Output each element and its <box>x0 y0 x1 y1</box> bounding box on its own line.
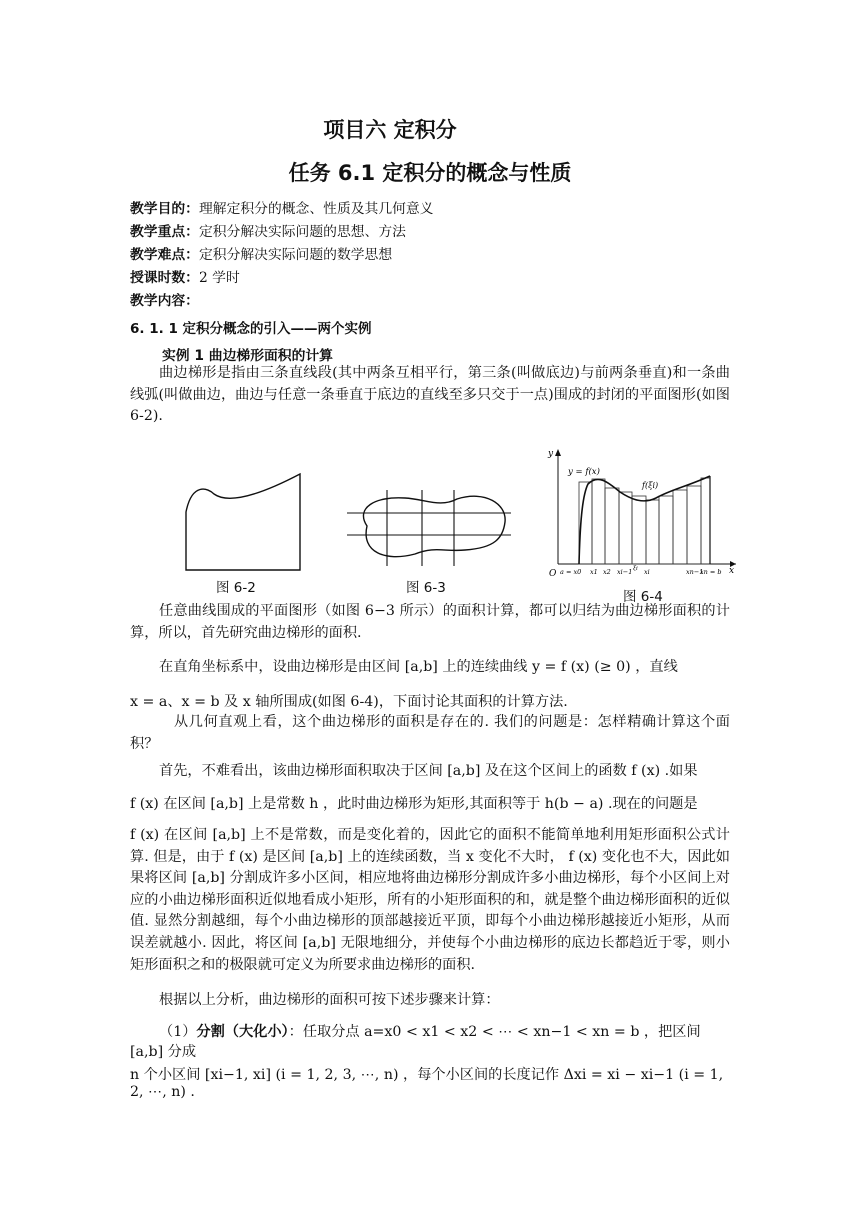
paragraph-analysis-line2: f (x) 在区间 [a,b] 上是常数 h ，此时曲边梯形为矩形,其面积等于 h(b − a) .现在的问题是 <box>130 796 698 812</box>
fig4-x-label-xi2: xi <box>644 568 650 576</box>
section-heading: 6. 1. 1 定积分概念的引入——两个实例 <box>130 321 372 337</box>
meta-goal: 教学目的：理解定积分的概念、性质及其几何意义 <box>130 201 434 217</box>
paragraph-steps-intro: 根据以上分析，曲边梯形的面积可按下述步骤来计算： <box>159 992 500 1008</box>
paragraph-geometric-intuition: 从几何直观上看，这个曲边梯形的面积是存在的. 我们的问题是：怎样精确计算这个面积？ <box>130 714 730 752</box>
step1-title: 分割（大化小） <box>196 1024 289 1040</box>
fig4-x-axis-label: x <box>729 566 735 576</box>
step1-line1: （1）分割（大化小）：任取分点 a=x0 < x1 < x2 < ⋯ < xn−1 < xn = b ，把区间 [a,b] 分成 <box>130 1024 701 1060</box>
paragraph-analysis-body: f (x) 在区间 [a,b] 上不是常数，而是变化着的，因此它的面积不能简单地利用矩形面积公式计算. 但是，由于 f (x) 是区间 [a,b] 上的连续函数，当 x 变化不大时， f (x) 变化也不大，因此如果将区间 [a,b] 分割成许多小区间，相应地将曲边梯形分割成许多小曲边梯形，每个小区间上对应的小曲边梯形面积近似地看成小矩形，所有的小矩形面积的和，就是整个曲边梯形面积的近似值. 显然分割越细，每个小曲边梯形的顶部越接近平顶，即每个小曲边梯形越接近小矩形，从而误差就越小. 因此，将区间 [a,b] 无限地细分，并使每个小曲边梯形的底边长都趋近于零，则小矩形面积之和的极限就可定义为所要求曲边梯形的面积. <box>130 827 730 973</box>
paragraph-general-area: 任意曲线围成的平面图形（如图 6−3 所示）的面积计算，都可以归结为曲边梯形面积的计算，所以，首先研究曲边梯形的面积. <box>130 603 730 641</box>
meta-content: 教学内容： <box>130 293 199 309</box>
figure-6-4 <box>540 446 740 586</box>
meta-hours: 授课时数：2 学时 <box>130 270 240 286</box>
paragraph-analysis-line1: 首先，不难看出，该曲边梯形面积取决于区间 [a,b] 及在这个区间上的函数 f (x) .如果 <box>159 763 698 779</box>
example-heading: 实例 1 曲边梯形面积的计算 <box>162 348 333 364</box>
fig4-point-label: f(ξi) <box>642 481 659 490</box>
meta-difficulty: 教学难点：定积分解决实际问题的数学思想 <box>130 247 393 263</box>
fig4-curve-label: y = f(x) <box>568 467 600 477</box>
fig4-origin-label: O <box>549 569 557 579</box>
caption-fig-6-3: 图 6-3 <box>406 580 446 596</box>
fig4-x-label-x2: x2 <box>603 568 611 576</box>
figure-6-3 <box>345 488 515 568</box>
figure-6-2 <box>180 468 305 573</box>
fig4-x-label-b: xn = b <box>700 568 722 576</box>
meta-key-point: 教学重点：定积分解决实际问题的思想、方法 <box>130 224 406 240</box>
fig4-x-label-x1: x1 <box>590 568 598 576</box>
caption-fig-6-4: 图 6-4 <box>623 589 663 605</box>
fig4-x-label-xn-1: xn−1 <box>686 568 704 576</box>
fig4-x-label-xi-1: xi−1 <box>617 568 633 576</box>
paragraph-setup-line1: 在直角坐标系中，设曲边梯形是由区间 [a,b] 上的连续曲线 y = f (x) (≥ 0) ，直线 <box>159 659 678 675</box>
fig4-y-axis-label: y <box>548 449 554 459</box>
fig4-x-label-a: a = x0 <box>560 568 582 576</box>
caption-fig-6-2: 图 6-2 <box>216 580 256 596</box>
document-title: 项目六 定积分 <box>323 118 457 142</box>
step1-line2: n 个小区间 [xi−1, xi] (i = 1, 2, 3, ⋯, n) ，每个小区间的长度记作 Δxi = xi − xi−1 (i = 1, 2, ⋯, n) . <box>130 1067 724 1100</box>
paragraph-definition: 曲边梯形是指由三条直线段(其中两条互相平行，第三条(叫做底边)与前两条垂直)和一条曲线弧(叫做曲边，曲边与任意一条垂直于底边的直线至多只交于一点)围成的封闭的平面图形(如图 6-2). <box>130 365 730 425</box>
document-subtitle: 任务 6.1 定积分的概念与性质 <box>288 161 572 185</box>
fig4-x-label-xi: ξi <box>633 566 638 572</box>
paragraph-setup-line2: x = a、x = b 及 x 轴所围成(如图 6-4)，下面讨论其面积的计算方法. <box>130 694 568 710</box>
